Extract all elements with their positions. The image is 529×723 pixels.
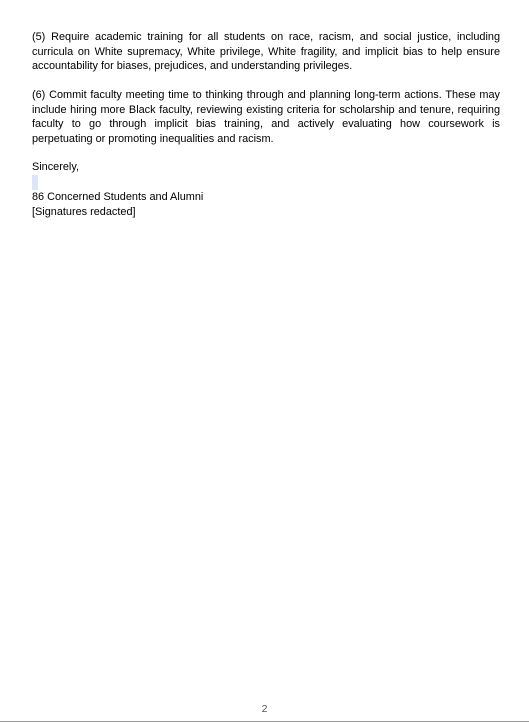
paragraph-item-6: (6) Commit faculty meeting time to thinking through and planning long-term actions. These may include hiring more Black faculty, reviewing existing criteria for scholarship and tenure, requiring faculty to go through implicit bias training, and actively evaluating how coursework is perpetuating or promoting inequalities and racism.	[32, 89, 500, 145]
paragraph-item-5: (5) Require academic training for all students on race, racism, and social justice, including curricula on White supremacy, White privilege, White fragility, and implicit bias to help ensure accountability for biases, prejudices, and understanding privileges.	[32, 31, 500, 72]
signer-name: 86 Concerned Students and Alumni	[32, 191, 204, 203]
signatures-redacted-note: [Signatures redacted]	[32, 206, 136, 218]
closing-salutation: Sincerely,	[32, 161, 80, 173]
text-cursor-highlight	[32, 175, 38, 190]
page-bottom-edge	[0, 721, 529, 722]
page-number: 2	[261, 703, 268, 715]
